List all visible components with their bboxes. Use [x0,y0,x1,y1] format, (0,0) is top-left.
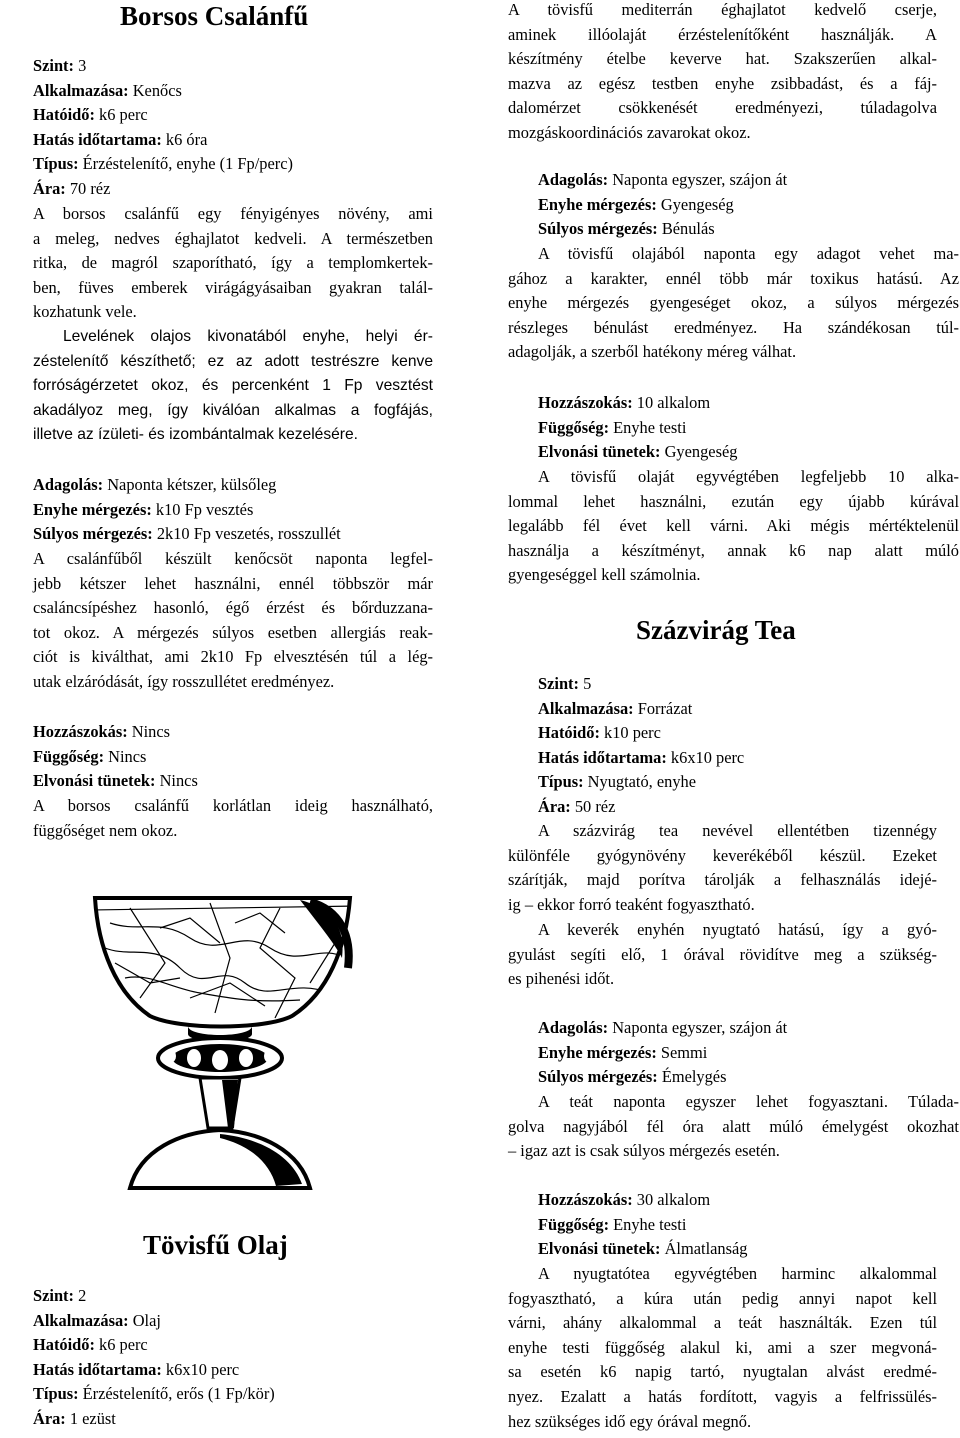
dosage-line-value: Naponta egyszer, szájon át [608,170,788,189]
stat-line-value: 2 [73,1286,87,1305]
dosage-line [538,1016,787,1041]
description-line: tot okoz. A mérgezés súlyos esetben allergiás reak- [33,622,433,642]
description-line: Levelének olajos kivonatából enyhe, helyi ér- [63,328,433,345]
description-line: A tövisfű mediterrán éghajlatot kedvelő cserje, [508,0,937,19]
stat-line [33,177,110,202]
description-line: enyhe testi függőség alakul ki, ami a szer megvoná- [508,1337,937,1357]
stat-line [33,1284,86,1309]
description-line: aminek illóolaját érzéstelenítőként használják. A [508,24,937,44]
description-line: A tövisfű olajából naponta egy adagot vehet ma- [538,244,959,263]
description-line: különféle gyógynövény keverékéből készül. Ezeket [508,845,937,865]
dosage-line-label: Enyhe mérgezés: [538,194,657,214]
description-line: nyez. Ezalatt a hatás fordított, vagyis a felfrissülés- [508,1387,937,1406]
description-line: fogyasztható, a kúra után pedig annyi napot kell [508,1288,937,1308]
stat-line-value: Érzéstelenítő, erős (1 Fp/kör) [78,1384,275,1404]
dosage-line-value: Émelygés [657,1067,727,1087]
stat-line-label: Ára: [33,179,66,198]
stat-line-value: Nyugtató, enyhe [583,772,696,792]
stat-line-label: Alkalmazása: [33,1310,129,1330]
dosage-line [538,1065,726,1090]
stat-line [33,1407,116,1432]
stat-line-value: k6 óra [161,129,208,149]
stat-line-label: Szint: [33,56,74,75]
stat-line-value: k6 perc [94,105,148,125]
stat-line [33,103,148,128]
stat-line [538,672,591,697]
dosage-line-value: Semmi [656,1042,708,1062]
addiction-line-value: Nincs [127,722,171,741]
description-line: illetve az ízületi- és izombántalmak kezelésére. [33,426,359,444]
stat-line [33,128,207,153]
description-line: es pihenési időt. [508,969,615,989]
description-line: ig – ekkor forró teaként fogyasztható. [508,894,755,914]
description-line: A tövisfű olaját egyvégtében legfeljebb 10 alka- [538,467,959,486]
stat-line-value: Forrázat [633,698,693,718]
addiction-line [538,1213,686,1238]
dosage-line-label: Súlyos mérgezés: [538,219,658,239]
stat-line-label: Hatóidő: [33,1335,95,1355]
addiction-line-label: Elvonási tünetek: [33,771,156,791]
entry-title: Százvirág Tea [636,615,796,645]
description-line: zéstelenítő készíthető; ez az adott testrészre kenve [33,352,433,370]
stat-line-label: Hatás időtartama: [538,747,667,767]
description-line: adagolják, a szerből hatékony méreg válhat. [508,342,797,362]
stat-line-label: Típus: [33,154,79,174]
description-line: golva nagyjából fél óra alatt múló émelygést okozhat [508,1116,959,1136]
stat-line [538,795,615,820]
description-line: szárítják, majd porítva tárolják a felhasználás idejé- [508,870,937,890]
stat-line-label: Szint: [538,674,579,693]
description-line: részleges bénulást eredményez. Ha szándékosan túl- [508,317,959,337]
stat-line [538,697,692,722]
stat-line-value: Érzéstelenítő, enyhe (1 Fp/perc) [78,154,293,174]
description-line: gához a karakter, ennél több már toxikus hatású. Az [508,268,959,288]
description-line: dalomérzet csökkenését eredményezi, túladagolva [508,98,937,118]
stat-line-label: Típus: [538,772,584,792]
addiction-line-label: Függőség: [538,417,610,437]
dosage-line-value: Bénulás [657,219,715,239]
addiction-line-value: 10 alkalom [632,393,711,412]
dosage-line-label: Súlyos mérgezés: [33,524,153,544]
stat-line-label: Hatóidő: [33,105,95,125]
stat-line [33,1333,148,1358]
stat-line-value: k6x10 perc [666,747,745,767]
description-line: ciót is kiválthat, ami 2k10 Fp elvesztésén túl a lég- [33,647,433,667]
description-line: A keverék enyhén nyugtató hatású, így a gyó- [538,920,937,939]
dosage-line [538,217,715,242]
stat-line-label: Hatás időtartama: [33,129,162,149]
addiction-line [538,391,710,416]
addiction-line-label: Függőség: [33,746,105,766]
description-line: A borsos csalánfű egy fényigényes növény, ami [33,204,433,223]
description-line: A borsos csalánfű korlátlan ideig használható, [33,796,433,815]
dosage-line-value: 2k10 Fp veszetés, rosszullét [152,524,341,544]
description-line: gyulást segíti elő, 1 órával rövidítve meg a szükség- [508,944,937,964]
addiction-line [538,440,737,465]
description-line: kozhatunk vele. [33,302,137,322]
stat-line-value: Olaj [128,1310,161,1330]
stat-line [33,79,182,104]
dosage-line [538,193,734,218]
addiction-line-label: Hozzászokás: [538,1190,633,1209]
stat-line [33,54,86,79]
stat-line-value: k6 perc [94,1335,148,1355]
dosage-line [538,1041,707,1066]
addiction-line-value: Álmatlanság [660,1239,748,1259]
dosage-line [33,522,341,547]
dosage-line [33,473,276,498]
addiction-line [33,720,170,745]
addiction-line-label: Hozzászokás: [538,393,633,412]
description-line: mazva az egész testben enyhe zsibbadást, és a fáj- [508,73,937,93]
stat-line [33,1309,161,1334]
addiction-line-value: Enyhe testi [609,1214,687,1234]
stat-line [33,1382,275,1407]
description-line: forróságérzetet okoz, és percenként 1 Fp vesztést [33,377,433,395]
entry-title: Borsos Csalánfű [120,1,309,31]
stat-line-label: Hatóidő: [538,723,600,743]
stat-line-label: Ára: [538,797,571,816]
stat-line-value: 3 [73,56,87,75]
stat-line-value: Kenőcs [128,80,182,100]
stat-line [33,1358,239,1383]
addiction-line-value: 30 alkalom [632,1190,711,1209]
dosage-line [33,498,253,523]
description-line: függőséget nem okoz. [33,820,178,840]
stat-line [538,770,696,795]
stat-line-value: 1 ezüst [65,1409,116,1428]
description-line: hez szükséges idő egy órával megnő. [508,1411,752,1431]
stat-line-value: k6x10 perc [161,1359,240,1379]
addiction-line-label: Elvonási tünetek: [538,1239,661,1259]
goblet-illustration [70,888,370,1203]
description-line: készítmény ételbe keverve hat. Szakszerűen alkal- [508,49,937,69]
description-line: gyengeséggel kell számolnia. [508,565,701,585]
description-line: sa esetén k6 napig tartó, nyugtalan alvást eredmé- [508,1362,937,1382]
description-line: ben, füves emberek virágágyásaiban gyakran talál- [33,277,433,297]
description-line: ritka, de magról szaporítható, így a templomkertek- [33,253,433,273]
addiction-line [538,1237,747,1262]
description-line: – igaz azt is csak súlyos mérgezés esetén. [508,1141,780,1161]
dosage-line-value: k10 Fp vesztés [151,499,254,519]
dosage-line-label: Súlyos mérgezés: [538,1067,658,1087]
stat-line-label: Ára: [33,1409,66,1428]
stat-line-value: 5 [578,674,592,693]
addiction-line [538,1188,710,1213]
description-line: A nyugtatótea egyvégtében harminc alkalommal [538,1264,937,1283]
dosage-line-value: Naponta egyszer, szájon át [608,1018,788,1037]
dosage-line-value: Gyengeség [656,194,734,214]
description-line: lommal lehet használni, ezután egy újabb kúrával [508,491,959,511]
stat-line [33,152,293,177]
dosage-line-label: Adagolás: [538,170,609,189]
addiction-line-label: Hozzászokás: [33,722,128,741]
stat-line-label: Alkalmazása: [538,698,634,718]
dosage-line-label: Adagolás: [33,475,104,494]
stat-line [538,746,744,771]
addiction-line-value: Nincs [104,746,147,766]
description-line: mozgáskoordinációs zavarokat okoz. [508,123,751,142]
description-line: várni, ahány alkalommal a teát használták. Ezen túl [508,1313,937,1333]
stat-line-value: 50 réz [570,797,616,816]
description-line: jebb kétszer lehet használni, ennél többször már [33,573,433,593]
addiction-line [33,745,146,770]
addiction-line [33,769,198,794]
stat-line-label: Hatás időtartama: [33,1359,162,1379]
stat-line-label: Alkalmazása: [33,80,129,100]
entry-title: Tövisfű Olaj [143,1230,288,1260]
description-line: A teát naponta egyszer lehet fogyasztani. Túlada- [538,1092,959,1111]
description-line: utak elzáródását, így rosszullétet eredményez. [33,672,335,691]
stat-line-value: 70 réz [65,179,111,198]
description-line: A százvirág tea nevével ellentétben tizennégy [538,821,937,840]
stat-line-label: Szint: [33,1286,74,1305]
dosage-line-label: Enyhe mérgezés: [33,499,152,519]
addiction-line-label: Függőség: [538,1214,610,1234]
stat-line-value: k10 perc [599,723,661,743]
description-line: csaláncsípéshez hasonló, égő érzést és bőrduzzana- [33,598,433,618]
addiction-line-value: Nincs [155,771,198,791]
description-line: A csalánfűből készült kenőcsöt naponta legfel- [33,549,433,568]
description-line: enyhe mérgezés gyengeséget okoz, a súlyos mérgezés [508,293,959,313]
dosage-line-label: Enyhe mérgezés: [538,1042,657,1062]
stat-line-label: Típus: [33,1384,79,1404]
description-line: legalább fél évet kell várni. Aki mégis mértéktelenül [508,516,959,536]
description-line: a meleg, nedves éghajlatot kedveli. A természetben [33,228,433,248]
addiction-line-label: Elvonási tünetek: [538,442,661,462]
description-line: használja a készítményt, annak k6 nap alatt múló [508,540,959,560]
addiction-line-value: Gyengeség [660,442,738,462]
addiction-line-value: Enyhe testi [609,417,687,437]
description-line: akadályoz meg, így kiválóan alkalmas a fogfájás, [33,401,433,419]
dosage-line [538,168,787,193]
dosage-line-value: Naponta kétszer, külsőleg [103,475,277,494]
addiction-line [538,416,686,441]
dosage-line-label: Adagolás: [538,1018,609,1037]
stat-line [538,721,661,746]
